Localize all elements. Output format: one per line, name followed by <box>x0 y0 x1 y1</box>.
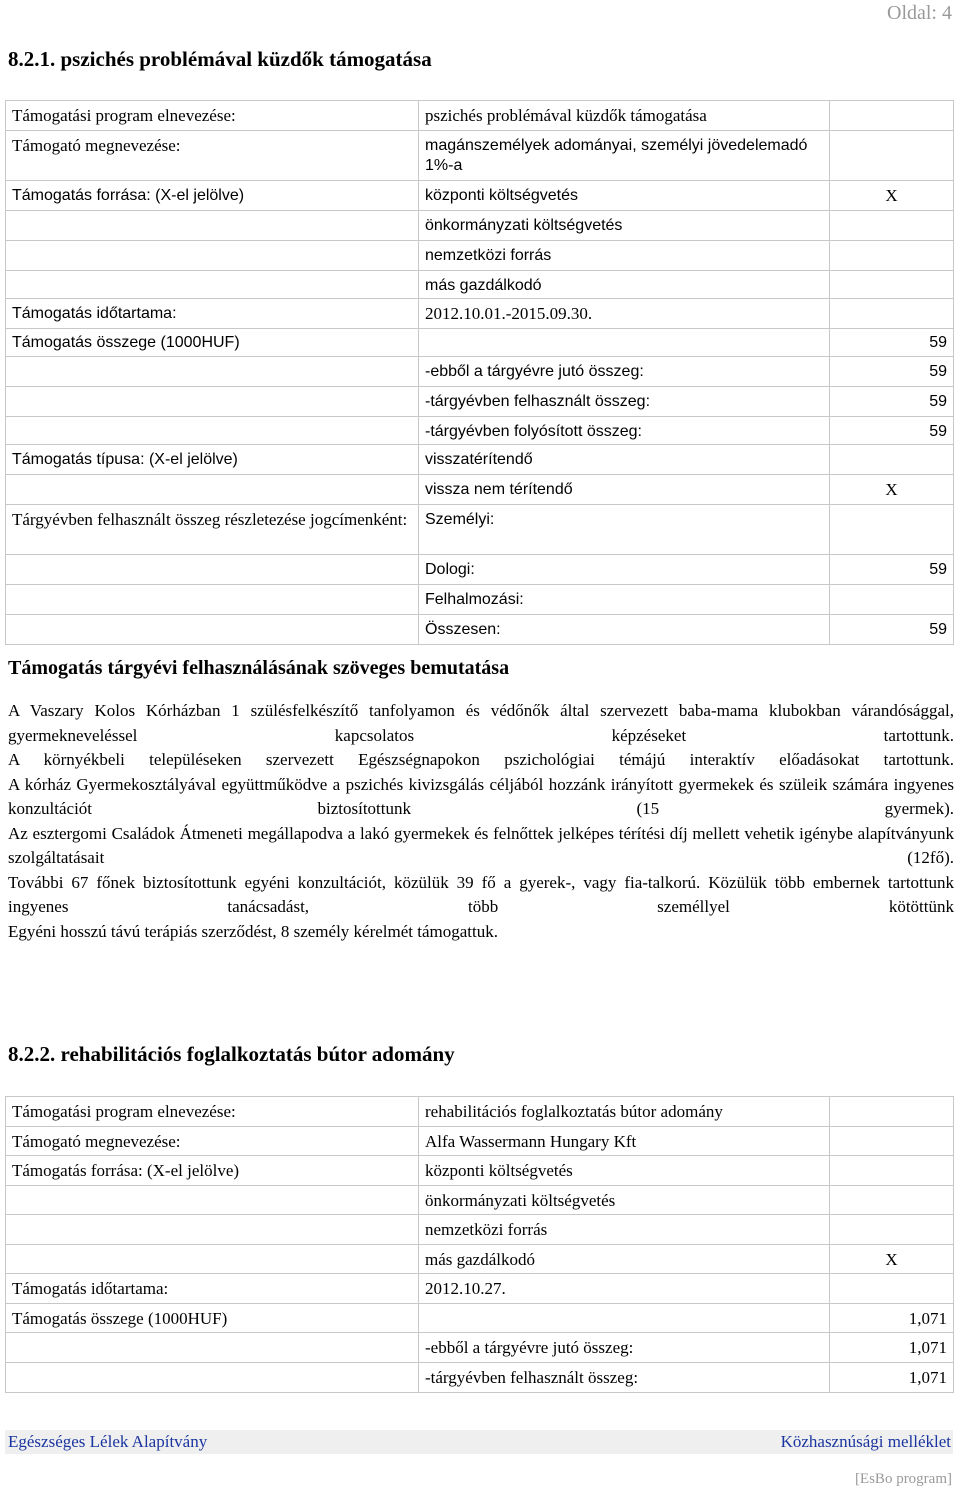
mark-cell <box>830 1156 954 1186</box>
paragraph: Az esztergomi Családok Átmeneti megállapodva a lakó gyermekek és felnőttek jelképes térítési díj mellett vehetik igénybe alapítványunk szolgáltatásait (12fő). <box>8 823 954 867</box>
value-cell: visszatérítendő <box>419 445 830 475</box>
table-row <box>6 1363 954 1393</box>
table-row <box>6 329 954 357</box>
paragraph: További 67 főnek biztosítottunk egyéni konzultációt, közülük 39 fő a gyerek-, vagy fia-talkorú. Közülük több embernek tartottunk ingyenes tanácsadást, több személlyel kötöttünk <box>8 872 954 916</box>
amount-cell <box>830 585 954 615</box>
mark-cell: X <box>830 475 954 505</box>
mark-cell <box>830 101 954 131</box>
amount-cell: 59 <box>830 329 954 357</box>
table-row <box>6 357 954 387</box>
value-cell: nemzetközi forrás <box>419 1215 830 1245</box>
table-row <box>6 1156 954 1186</box>
value-cell: -ebből a tárgyévre jutó összeg: <box>419 1333 830 1363</box>
program-label: [EsBo program] <box>854 1471 952 1487</box>
mark-cell <box>830 271 954 299</box>
label-cell <box>6 357 419 387</box>
label-cell: Támogatás forrása: (X-el jelölve) <box>6 181 419 211</box>
label-cell <box>6 555 419 585</box>
paragraph: Egyéni hosszú távú terápiás szerződést, 8 személy kérelmét támogattuk. <box>8 921 499 941</box>
amount-cell: 59 <box>830 615 954 645</box>
table-row <box>6 271 954 299</box>
mark-cell: X <box>830 1245 954 1274</box>
value-cell: Alfa Wassermann Hungary Kft <box>419 1127 830 1156</box>
mark-cell <box>830 445 954 475</box>
section-1-table <box>5 100 954 645</box>
amount-cell: 59 <box>830 357 954 387</box>
paragraph: A kórház Gyermekosztályával együttműködve a pszichés kivizsgálás céljából hozzánk irányított gyermekek és szüleik számára ingyenes konzultációt biztosítottunk (15 gyermek). <box>8 774 954 818</box>
table-row <box>6 1245 954 1274</box>
label-cell: Tárgyévben felhasznált összeg részletezése jogcímenként: <box>6 505 419 555</box>
label-cell: Támogatási program elnevezése: <box>6 101 419 131</box>
table-row <box>6 1215 954 1245</box>
amount-cell: 59 <box>830 555 954 585</box>
paragraph: A Vaszary Kolos Kórházban 1 szülésfelkészítő tanfolyamon és védőnők által szervezett baba-mama klubokban várandósággal, gyermekneveléssel kapcsolatos képzéseket tartottunk. <box>8 701 954 745</box>
section-2-table <box>5 1096 954 1393</box>
mark-cell <box>830 299 954 329</box>
label-cell <box>6 271 419 299</box>
label-cell: Támogató megnevezése: <box>6 1127 419 1156</box>
mark-cell <box>830 1186 954 1215</box>
label-cell: Támogatás forrása: (X-el jelölve) <box>6 1156 419 1186</box>
amount-cell: 1,071 <box>830 1333 954 1363</box>
label-cell: Támogatás időtartama: <box>6 299 419 329</box>
value-cell: -tárgyévben felhasznált összeg: <box>419 1363 830 1393</box>
value-cell: Összesen: <box>419 615 830 645</box>
value-cell: 2012.10.01.-2015.09.30. <box>419 299 830 329</box>
amount-cell: 59 <box>830 417 954 445</box>
mark-cell <box>830 1215 954 1245</box>
table-row <box>6 1097 954 1127</box>
label-cell <box>6 475 419 505</box>
mark-cell <box>830 1274 954 1304</box>
mark-cell <box>830 241 954 271</box>
label-cell <box>6 615 419 645</box>
value-cell: pszichés problémával küzdők támogatása <box>419 101 830 131</box>
table-row <box>6 585 954 615</box>
label-cell <box>6 241 419 271</box>
label-cell: Támogatás típusa: (X-el jelölve) <box>6 445 419 475</box>
amount-cell: 59 <box>830 387 954 417</box>
page-number: Oldal: 4 <box>887 2 952 24</box>
value-cell: -ebből a tárgyévre jutó összeg: <box>419 357 830 387</box>
section-1-title: 8.2.1. pszichés problémával küzdők támogatása <box>8 47 432 71</box>
value-cell: -tárgyévben folyósított összeg: <box>419 417 830 445</box>
description-title: Támogatás tárgyévi felhasználásának szöveges bemutatása <box>8 657 510 679</box>
value-cell: Személyi: <box>419 505 830 555</box>
table-row <box>6 387 954 417</box>
table-row <box>6 131 954 181</box>
value-cell <box>419 1304 830 1333</box>
amount-cell: 1,071 <box>830 1363 954 1393</box>
value-cell: más gazdálkodó <box>419 271 830 299</box>
table-row <box>6 417 954 445</box>
footer-bar <box>5 1430 953 1454</box>
value-cell: magánszemélyek adományai, személyi jövedelemadó 1%-a <box>419 131 830 181</box>
table-row <box>6 475 954 505</box>
mark-cell <box>830 505 954 555</box>
table-row <box>6 181 954 211</box>
label-cell: Támogatás összege (1000HUF) <box>6 1304 419 1333</box>
table-row <box>6 101 954 131</box>
value-cell: -tárgyévben felhasznált összeg: <box>419 387 830 417</box>
table-row <box>6 1127 954 1156</box>
value-cell: központi költségvetés <box>419 1156 830 1186</box>
section-2-title: 8.2.2. rehabilitációs foglalkoztatás bútor adomány <box>8 1042 455 1066</box>
value-cell: Dologi: <box>419 555 830 585</box>
value-cell: önkormányzati költségvetés <box>419 1186 830 1215</box>
table-row <box>6 505 954 555</box>
mark-cell <box>830 1127 954 1156</box>
table-row <box>6 1186 954 1215</box>
paragraph: A környékbeli településeken szervezett Egészségnapokon pszichológiai témájú interaktív előadásokat tartottunk. <box>8 750 954 769</box>
label-cell: Támogatás összege (1000HUF) <box>6 329 419 357</box>
table-row <box>6 615 954 645</box>
table-row <box>6 445 954 475</box>
label-cell <box>6 1245 419 1274</box>
label-cell: Támogatási program elnevezése: <box>6 1097 419 1127</box>
label-cell: Támogatás időtartama: <box>6 1274 419 1304</box>
value-cell: Felhalmozási: <box>419 585 830 615</box>
table-row <box>6 1304 954 1333</box>
mark-cell: X <box>830 181 954 211</box>
table-row <box>6 1274 954 1304</box>
table-row <box>6 1333 954 1363</box>
table-row <box>6 555 954 585</box>
footer-document-type: Közhasznúsági melléklet <box>780 1432 951 1451</box>
value-cell: nemzetközi forrás <box>419 241 830 271</box>
label-cell <box>6 1333 419 1363</box>
value-cell: központi költségvetés <box>419 181 830 211</box>
label-cell <box>6 1363 419 1393</box>
amount-cell: 1,071 <box>830 1304 954 1333</box>
description-text <box>8 699 954 944</box>
label-cell <box>6 1215 419 1245</box>
label-cell <box>6 585 419 615</box>
mark-cell <box>830 211 954 241</box>
value-cell: rehabilitációs foglalkoztatás bútor adomány <box>419 1097 830 1127</box>
value-cell: más gazdálkodó <box>419 1245 830 1274</box>
label-cell <box>6 387 419 417</box>
label-cell <box>6 211 419 241</box>
label-cell <box>6 417 419 445</box>
mark-cell <box>830 131 954 181</box>
label-cell: Támogató megnevezése: <box>6 131 419 181</box>
value-cell: 2012.10.27. <box>419 1274 830 1304</box>
table-row <box>6 241 954 271</box>
mark-cell <box>830 1097 954 1127</box>
table-row <box>6 299 954 329</box>
value-cell: önkormányzati költségvetés <box>419 211 830 241</box>
value-cell <box>419 329 830 357</box>
label-cell <box>6 1186 419 1215</box>
value-cell: vissza nem térítendő <box>419 475 830 505</box>
table-row <box>6 211 954 241</box>
footer-organization: Egészséges Lélek Alapítvány <box>8 1432 208 1451</box>
